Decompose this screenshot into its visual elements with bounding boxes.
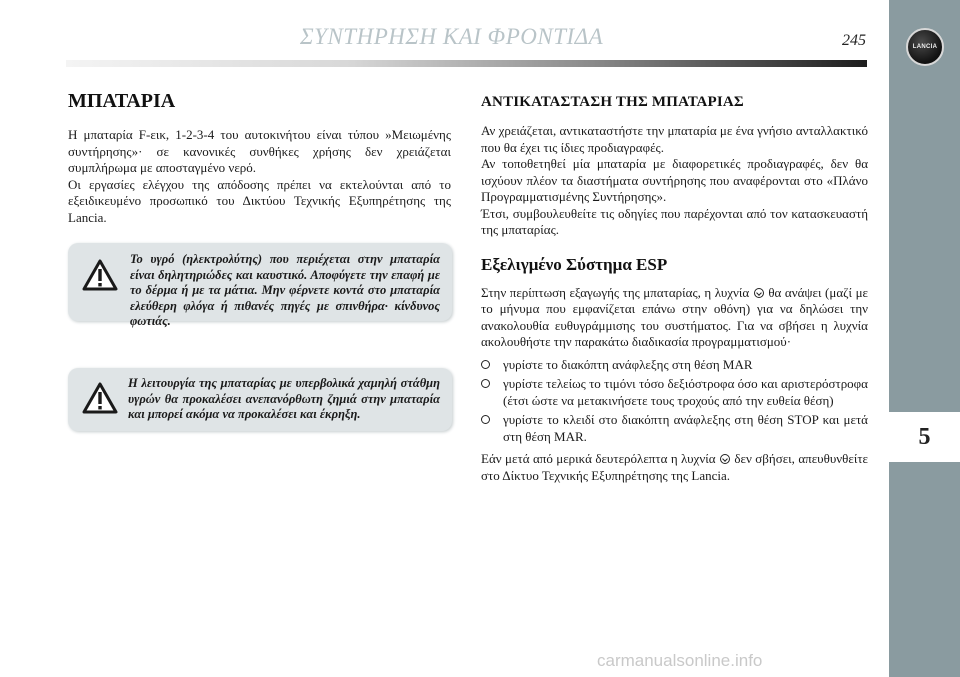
esp-steps-list <box>481 357 868 446</box>
running-title: ΣΥΝΤΗΡΗΣΗ ΚΑΙ ΦΡΟΝΤΙΔΑ <box>300 24 604 49</box>
lancia-logo-icon <box>906 28 944 66</box>
step-text: γυρίστε το κλειδί στο διακόπτη ανάφλεξης στη θέση STOP και μετά στη θέση MAR. <box>503 412 868 444</box>
warning-triangle-icon <box>82 382 118 414</box>
bullet-circle-icon <box>481 360 490 369</box>
esp-outro-part-2: δεν σβήσει, απευθυνθείτε στο Δίκτυο Τεχνικής Εξυπηρέτησης της Lancia. <box>481 451 869 483</box>
esp-intro-part-1: Στην περίπτωση εξαγωγής της μπαταρίας, η λυχνία <box>481 284 750 300</box>
logo-text: LANCIA <box>912 44 938 50</box>
bullet-circle-icon <box>481 415 490 424</box>
esp-outro-part-1: Εάν μετά από μερικά δευτερόλεπτα η λυχνία <box>481 451 716 466</box>
replacement-paragraph-1: Αν χρειάζεται, αντικαταστήστε την μπαταρία με ένα γνήσιο ανταλλακτικό που θα έχει τις ίδιες προδιαγραφές. <box>481 123 868 155</box>
battery-title: ΜΠΑΤΑΡΙΑ <box>68 90 176 112</box>
list-item <box>481 357 868 374</box>
esp-warning-lamp-icon <box>754 288 764 298</box>
replacement-paragraph-3: Έτσι, συμβουλευθείτε τις οδηγίες που παρέχονται από τον κατασκευαστή της μπαταρίας. <box>481 205 868 237</box>
warning-text-electrolyte: Το υγρό (ηλεκτρολύτης) που περιέχεται στην μπαταρία είναι δηλητηριώδες και καυστικό. Αποφύγετε την επαφή με το δέρμα ή με τα μάτια. Μην φέρνετε κοντά στο μπαταρία ελεύθερη φλόγα ή πιθανές πηγές με σπινθήρα· κίνδυνος φωτιάς. <box>130 252 440 328</box>
list-item <box>481 376 868 409</box>
left-column <box>68 90 451 226</box>
warning-box-low-fluid <box>68 368 452 431</box>
list-item <box>481 412 868 445</box>
warning-text-low-fluid: Η λειτουργία της μπαταρίας με υπερβολικά χαμηλή στάθμη υγρών θα προκαλέσει ανεπανόρθωτη ζημιά στην μπαταρία και μπορεί ακόμα να προκαλέσει και έκρηξη. <box>128 376 440 421</box>
esp-intro-part-2: θα ανάψει (μαζί με το μήνυμα που εμφανίζεται επάνω στην οθόνη) για να δηλώσει την ανακολουθία ευθυγράμμισης του συστήματος. Για να σβήσει η λυχνία ακολουθήστε την παρακάτω διαδικασία προγραμματισμού· <box>481 284 869 349</box>
chapter-tab[interactable] <box>889 412 960 462</box>
replacement-paragraph-2: Αν τοποθετηθεί μία μπαταρία με διαφορετικές προδιαγραφές, δεν θα ισχύουν πλέον τα διαστήματα συντήρησης που αναφέρονται στο «Πλάνο Προγραμματισμένης Συντήρησης». <box>481 156 868 204</box>
battery-paragraph: Η μπαταρία F-εικ, 1-2-3-4 του αυτοκινήτου είναι τύπου »Μειωμένης συντήρησης»· σε κανονικές συνθήκες χρήσης δεν χρειάζεται συμπλήρωμα με αποσταγμένο νερό. <box>68 127 451 175</box>
warning-triangle-icon <box>82 259 118 291</box>
header-rule <box>66 60 867 67</box>
battery-paragraph-2: Οι εργασίες ελέγχου της απόδοσης πρέπει να εκτελούνται από το εξειδικευμένο προσωπικό του Δικτύου Τεχνικής Εξυπηρέτησης της Lancia. <box>68 176 451 225</box>
esp-outro <box>481 451 868 484</box>
step-text: γυρίστε τελείως το τιμόνι τόσο δεξιόστροφα όσο και αριστερόστροφα (έτσι ώστε να μετακινήσετε τους τροχούς από την ευθεία θέση) <box>503 376 868 408</box>
esp-intro <box>481 285 868 351</box>
page-number: 245 <box>842 32 866 49</box>
chapter-number: 5 <box>918 423 931 450</box>
watermark: carmanualsonline.info <box>597 651 763 670</box>
esp-warning-lamp-icon <box>720 454 730 464</box>
warning-box-electrolyte <box>68 243 452 328</box>
step-text: γυρίστε το διακόπτη ανάφλεξης στη θέση MAR <box>503 356 753 372</box>
chapter-sidebar <box>889 0 960 677</box>
bullet-circle-icon <box>481 379 490 388</box>
right-column <box>481 94 868 484</box>
battery-replacement-title: ΑΝΤΙΚΑΤΑΣΤΑΣΗ ΤΗΣ ΜΠΑΤΑΡΙΑΣ <box>481 94 744 110</box>
esp-title: Εξελιγμένο Σύστημα ESP <box>481 254 668 274</box>
